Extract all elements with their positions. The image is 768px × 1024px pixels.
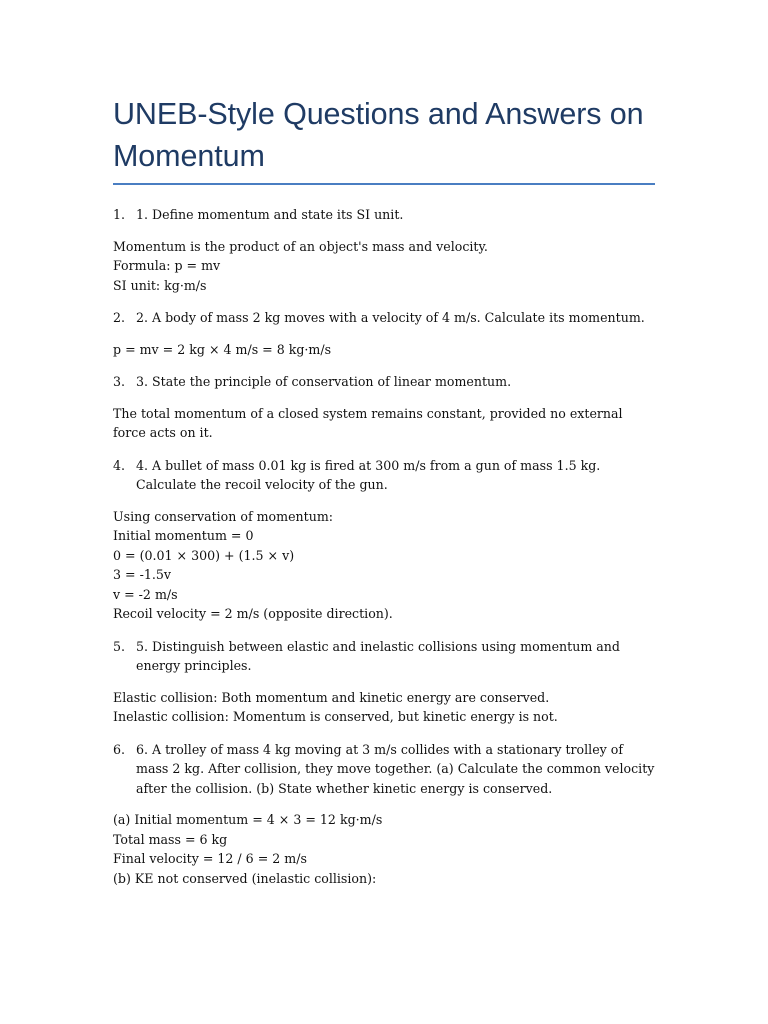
question-line: (b) State whether kinetic energy is conserved. [256,780,553,796]
question-4 [113,456,658,495]
answer-line: (b) KE not conserved (inelastic collision): [113,870,377,886]
answer-line: Recoil velocity = 2 m/s (opposite direction). [113,606,393,621]
answer-line: Elastic collision: Both momentum and kinetic energy are conserved. [113,689,550,705]
question-number: 5. [113,638,126,654]
question-6 [113,740,658,799]
question-line: 5. Distinguish between elastic and inelastic collisions using momentum and energy principles. [136,638,620,673]
answer-line: v = -2 m/s [113,586,178,602]
question-number: 4. [113,457,126,473]
answer-line: The total momentum of a closed system remains constant, provided no external force acts on it. [113,405,623,440]
document-title: UNEB-Style Questions and Answers on Momentum [113,97,644,173]
question-1 [113,205,658,225]
answer-line: Final velocity = 12 / 6 = 2 m/s [113,851,307,866]
question-line: 3. State the principle of conservation of linear momentum. [136,374,512,389]
title-underline [113,183,655,185]
answer-line: Total mass = 6 kg [113,831,228,847]
answer-line: Inelastic collision: Momentum is conserved, but kinetic energy is not. [113,709,558,724]
question-number: 2. [113,310,126,325]
question-number: 6. [113,741,126,757]
document-page [113,0,658,888]
question-number: 1. [113,207,126,222]
question-text [136,740,658,799]
question-number: 3. [113,374,126,389]
answer-line: 0 = (0.01 × 300) + (1.5 × v) [113,547,295,563]
question-text [136,372,658,392]
answer-2 [113,340,658,360]
question-line: 6. A trolley of mass 4 kg moving at 3 m/s collides with a stationary trolley of mass 2 kg. After collision, they move together. [136,741,624,776]
question-5 [113,637,658,676]
question-text [136,456,658,495]
answer-line: Momentum is the product of an object's mass and velocity. [113,238,488,254]
question-3 [113,372,658,392]
answer-5 [113,688,658,727]
question-2 [113,308,658,328]
answer-line: Initial momentum = 0 [113,528,254,543]
answer-6 [113,810,658,888]
qa-list [113,205,658,888]
answer-line: SI unit: kg·m/s [113,277,207,293]
question-line: 1. Define momentum and state its SI unit. [136,207,404,222]
answer-line: Formula: p = mv [113,258,221,273]
question-text [136,205,658,225]
question-text [136,308,658,328]
answer-4 [113,507,658,624]
answer-line: p = mv = 2 kg × 4 m/s = 8 kg·m/s [113,341,332,357]
answer-line: (a) Initial momentum = 4 × 3 = 12 kg·m/s [113,812,383,827]
question-line: 2. A body of mass 2 kg moves with a velocity of 4 m/s. Calculate its momentum. [136,310,645,325]
answer-line: 3 = -1.5v [113,567,171,582]
answer-3 [113,404,658,443]
question-line: (a) Calculate the common velocity after the collision. [136,761,655,796]
question-line: 4. A bullet of mass 0.01 kg is fired at 300 m/s from a gun of mass 1.5 kg. Calculate the recoil velocity of the gun. [136,457,601,492]
answer-1 [113,237,658,296]
question-text [136,637,658,676]
answer-line: Using conservation of momentum: [113,508,334,524]
